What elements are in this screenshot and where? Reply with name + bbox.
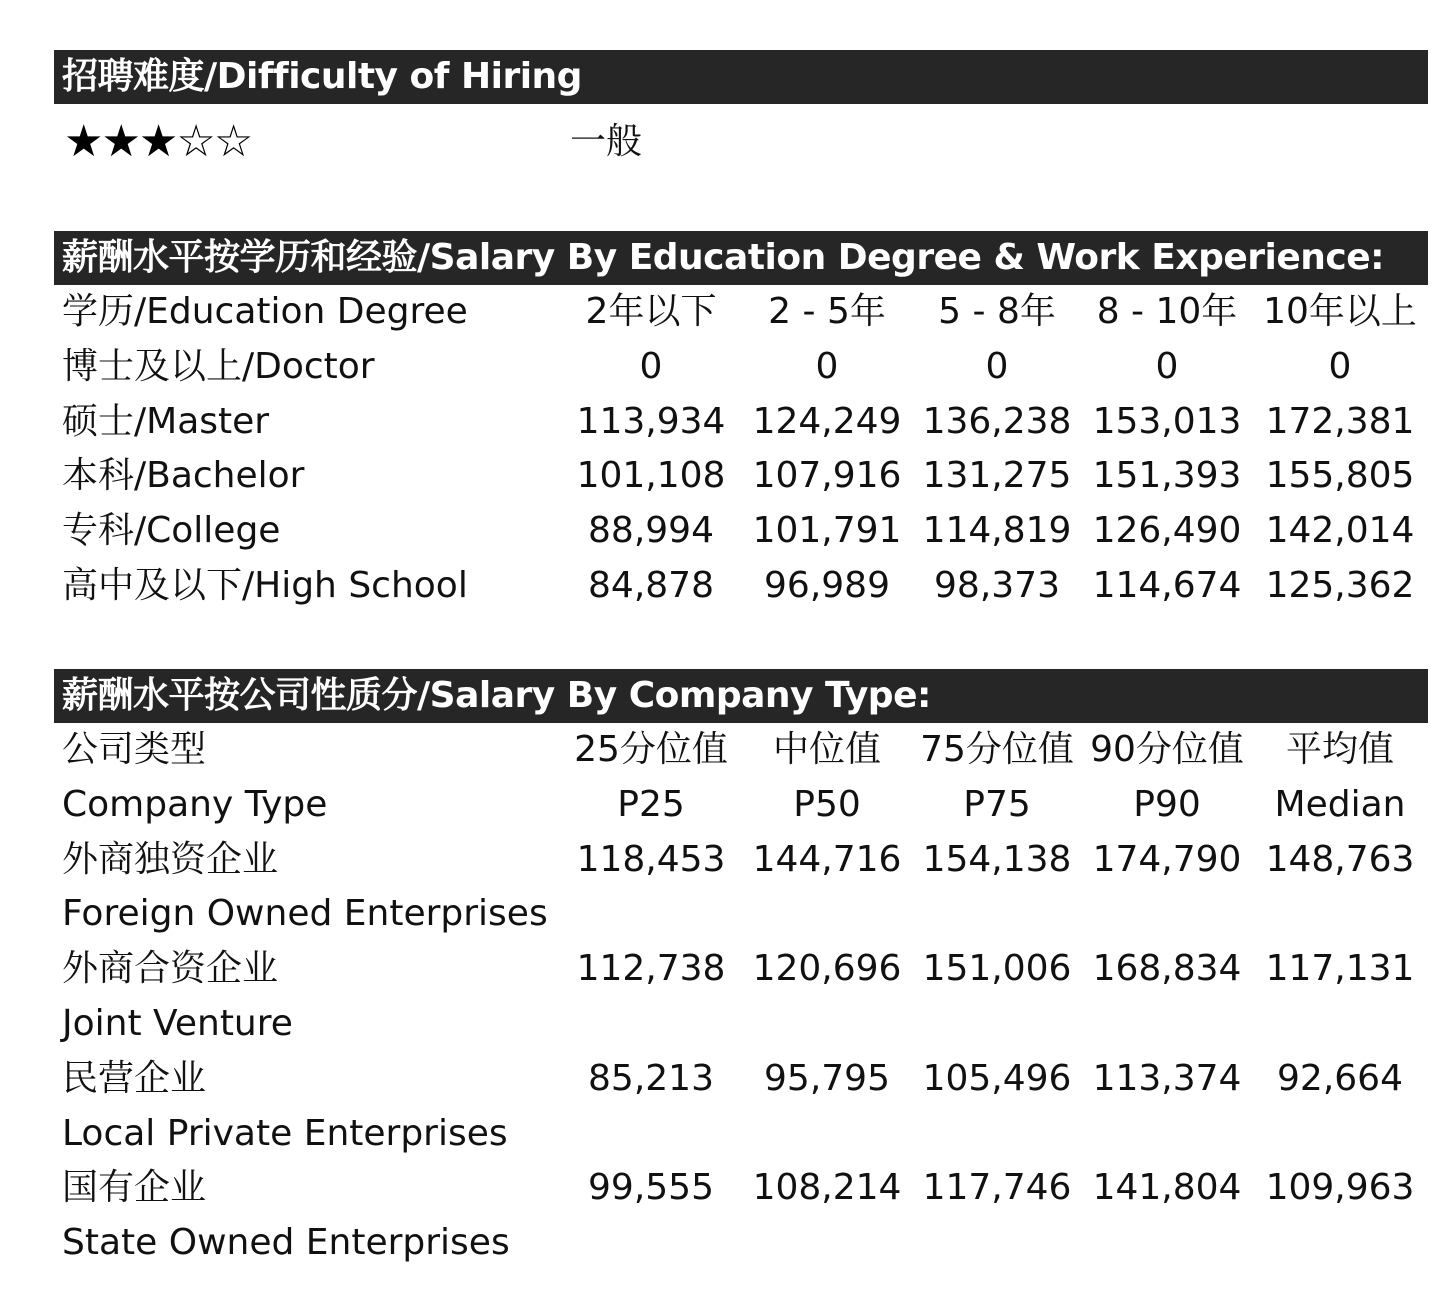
- table-cell: 96,989: [764, 564, 890, 606]
- table-cell: 151,006: [922, 948, 1072, 990]
- table-cell: 126,490: [1092, 510, 1242, 552]
- column-header: P50: [793, 783, 861, 825]
- row-label: 专科/College: [62, 510, 281, 552]
- column-header: 75分位值: [920, 729, 1074, 770]
- row-label-en: State Owned Enterprises: [62, 1222, 510, 1264]
- education-header: 薪酬水平按学历和经验/Salary By Education Degree & Work Experience:: [54, 231, 1428, 285]
- company-column-header-row-en: [54, 778, 1428, 833]
- column-header: P75: [963, 783, 1031, 825]
- table-cell: 101,108: [576, 455, 726, 497]
- column-header: 10年以上: [1263, 291, 1417, 332]
- table-cell: 125,362: [1265, 564, 1415, 606]
- table-cell: 0: [985, 345, 1009, 387]
- education-section: [54, 231, 1428, 614]
- table-row: [54, 1161, 1428, 1216]
- table-cell: 120,696: [752, 948, 902, 990]
- table-cell: 98,373: [934, 564, 1060, 606]
- table-row: [54, 942, 1428, 997]
- table-cell: 113,934: [576, 400, 726, 442]
- company-header: 薪酬水平按公司性质分/Salary By Company Type:: [54, 669, 1428, 723]
- column-header: P90: [1133, 783, 1201, 825]
- table-cell: 148,763: [1265, 838, 1415, 880]
- row-label: 硕士/Master: [62, 400, 270, 442]
- table-row: [54, 449, 1428, 504]
- row-label-cn: 外商合资企业: [62, 948, 279, 990]
- difficulty-header: 招聘难度/Difficulty of Hiring: [54, 50, 1428, 104]
- table-cell: 114,819: [922, 510, 1072, 552]
- table-row: [54, 395, 1428, 450]
- table-cell: 153,013: [1092, 400, 1242, 442]
- row-label: 本科/Bachelor: [62, 455, 305, 497]
- table-row: [54, 504, 1428, 559]
- table-cell: 131,275: [922, 455, 1072, 497]
- row-label-cn: 外商独资企业: [62, 838, 279, 880]
- star-filled-icon: ★: [138, 116, 177, 167]
- table-row-sublabel: [54, 997, 1428, 1052]
- table-row: [54, 559, 1428, 614]
- table-cell: 155,805: [1265, 455, 1415, 497]
- row-label-en: Joint Venture: [62, 1002, 293, 1044]
- education-column-header-label: 学历/Education Degree: [62, 291, 468, 332]
- table-cell: 0: [1155, 345, 1179, 387]
- table-cell: 0: [815, 345, 839, 387]
- table-cell: 172,381: [1265, 400, 1415, 442]
- table-cell: 117,746: [922, 1167, 1072, 1209]
- column-header: 2 - 5年: [768, 291, 886, 332]
- column-header: 中位值: [772, 729, 881, 770]
- table-row-sublabel: [54, 1107, 1428, 1162]
- table-row: [54, 340, 1428, 395]
- row-label-cn: 国有企业: [62, 1167, 207, 1209]
- table-cell: 118,453: [576, 838, 726, 880]
- table-cell: 168,834: [1092, 948, 1242, 990]
- education-column-header-row: [54, 285, 1428, 340]
- column-header: 25分位值: [574, 729, 728, 770]
- row-label-en: Foreign Owned Enterprises: [62, 893, 548, 935]
- table-cell: 92,664: [1277, 1057, 1403, 1099]
- table-cell: 136,238: [922, 400, 1072, 442]
- column-header: 5 - 8年: [938, 291, 1056, 332]
- column-header: Median: [1274, 783, 1406, 825]
- table-cell: 85,213: [588, 1057, 714, 1099]
- table-row: [54, 1052, 1428, 1107]
- table-cell: 99,555: [588, 1167, 714, 1209]
- table-cell: 0: [639, 345, 663, 387]
- column-header: 2年以下: [585, 291, 717, 332]
- company-section: [54, 669, 1428, 1271]
- table-cell: 95,795: [764, 1057, 890, 1099]
- company-column-header-row-cn: [54, 723, 1428, 778]
- difficulty-rating-row: [54, 104, 1428, 180]
- table-cell: 107,916: [752, 455, 902, 497]
- table-cell: 112,738: [576, 948, 726, 990]
- star-filled-icon: ★: [101, 116, 139, 167]
- column-header: 8 - 10年: [1096, 291, 1238, 332]
- table-cell: 114,674: [1092, 564, 1242, 606]
- table-cell: 109,963: [1265, 1167, 1415, 1209]
- table-row-sublabel: [54, 1216, 1428, 1271]
- row-label: 博士及以上/Doctor: [62, 345, 375, 387]
- table-row-sublabel: [54, 887, 1428, 942]
- star-empty-icon: ☆: [176, 116, 214, 167]
- table-cell: 113,374: [1092, 1057, 1242, 1099]
- column-header: 90分位值: [1090, 729, 1244, 770]
- table-cell: 141,804: [1092, 1167, 1242, 1209]
- table-cell: 84,878: [588, 564, 714, 606]
- column-header: 平均值: [1285, 729, 1394, 770]
- table-cell: 117,131: [1265, 948, 1415, 990]
- table-cell: 108,214: [752, 1167, 902, 1209]
- row-label-cn: 民营企业: [62, 1057, 207, 1099]
- table-cell: 88,994: [588, 510, 714, 552]
- table-cell: 142,014: [1265, 510, 1415, 552]
- company-column-header-label-cn: 公司类型: [62, 729, 207, 770]
- column-header: P25: [617, 783, 685, 825]
- table-cell: 124,249: [752, 400, 902, 442]
- table-cell: 0: [1328, 345, 1352, 387]
- star-filled-icon: ★: [64, 116, 102, 167]
- table-cell: 151,393: [1092, 455, 1242, 497]
- table-cell: 174,790: [1092, 838, 1242, 880]
- table-cell: 144,716: [752, 838, 902, 880]
- row-label: 高中及以下/High School: [62, 564, 468, 606]
- row-label-en: Local Private Enterprises: [62, 1112, 508, 1154]
- company-column-header-label-en: Company Type: [62, 783, 328, 825]
- table-cell: 101,791: [752, 510, 902, 552]
- table-row: [54, 833, 1428, 888]
- difficulty-stars: [64, 114, 251, 170]
- difficulty-section: [54, 50, 1428, 180]
- star-empty-icon: ☆: [213, 116, 252, 167]
- difficulty-level-text: 一般: [570, 121, 643, 162]
- table-cell: 154,138: [922, 838, 1072, 880]
- table-cell: 105,496: [922, 1057, 1072, 1099]
